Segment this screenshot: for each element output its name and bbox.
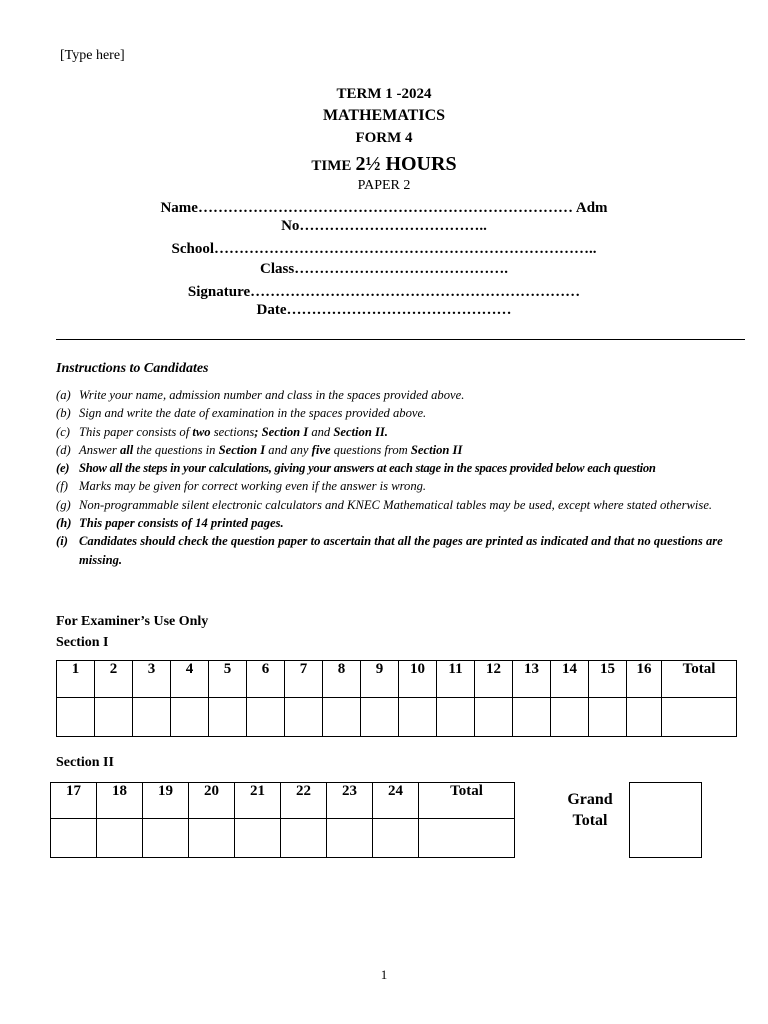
exam-time — [0, 153, 768, 176]
section-1-col-header: 4 — [171, 661, 209, 698]
score-cell[interactable] — [235, 819, 281, 858]
exam-paper: PAPER 2 — [357, 178, 411, 193]
section-1-col-header: 11 — [437, 661, 475, 698]
section-2-col-header: 19 — [143, 783, 189, 819]
section-1-col-header: 9 — [361, 661, 399, 698]
section-2-col-header: 21 — [235, 783, 281, 819]
class-field[interactable]: Class……………………………………. — [260, 261, 508, 277]
instruction-item: (h) This paper consists of 14 printed pages. — [56, 516, 284, 531]
name-adm-field[interactable]: Name………………………………………………………………… Adm — [160, 200, 608, 216]
section-1-col-header: 3 — [133, 661, 171, 698]
section-1-col-header: 6 — [247, 661, 285, 698]
adm-no-field[interactable]: No……………………………….. — [281, 218, 487, 234]
score-cell[interactable] — [95, 698, 133, 737]
time-value: 2½ HOURS — [355, 153, 457, 175]
instructions-heading: Instructions to Candidates — [56, 361, 209, 376]
score-cell[interactable] — [57, 698, 95, 737]
score-cell[interactable] — [513, 698, 551, 737]
score-cell[interactable] — [285, 698, 323, 737]
school-field[interactable]: School………………………………………………………………….. — [171, 241, 597, 257]
section-1-col-header: 10 — [399, 661, 437, 698]
section-2-score-row — [51, 819, 515, 858]
score-cell[interactable] — [143, 819, 189, 858]
instruction-item: (g) Non-programmable silent electronic calculators and KNEC Mathematical tables may be used, except where stated otherwise. — [56, 497, 713, 512]
score-cell[interactable] — [589, 698, 627, 737]
total-cell[interactable] — [662, 698, 737, 737]
section-1-col-header: 8 — [323, 661, 361, 698]
instruction-item: (f) Marks may be given for correct working even if the answer is wrong. — [56, 479, 427, 494]
examiner-heading: For Examiner’s Use Only — [56, 614, 209, 629]
score-cell[interactable] — [437, 698, 475, 737]
score-cell[interactable] — [51, 819, 97, 858]
type-here-placeholder[interactable]: [Type here] — [60, 48, 125, 63]
score-cell[interactable] — [97, 819, 143, 858]
signature-field[interactable]: Signature………………………………………………………… — [187, 284, 581, 300]
instruction-item: (c) This paper consists of two sections; Section I and Section II. — [56, 424, 388, 439]
score-cell[interactable] — [399, 698, 437, 737]
score-cell[interactable] — [171, 698, 209, 737]
section-1-score-row — [57, 698, 737, 737]
score-cell[interactable] — [133, 698, 171, 737]
section-2-col-header: Total — [419, 783, 515, 819]
instructions-list — [56, 386, 756, 569]
instruction-item: (d) Answer all the questions in Section I and any five questions from Section II — [56, 442, 463, 457]
section-2-col-header: 18 — [97, 783, 143, 819]
section-2-col-header: 20 — [189, 783, 235, 819]
section-2-header-row — [51, 783, 515, 819]
score-cell[interactable] — [281, 819, 327, 858]
section-1-header-row — [57, 661, 737, 698]
date-field[interactable]: Date……………………………………… — [256, 302, 512, 318]
time-label: TIME — [311, 158, 352, 174]
section-2-col-header: 24 — [373, 783, 419, 819]
grand-total-box[interactable] — [629, 782, 702, 858]
section-1-col-header: 1 — [57, 661, 95, 698]
score-cell[interactable] — [189, 819, 235, 858]
section-1-label: Section I — [56, 635, 109, 650]
exam-term: TERM 1 -2024 — [336, 86, 432, 102]
section-1-col-header: 5 — [209, 661, 247, 698]
section-2-marks-table — [50, 782, 515, 858]
page-number: 1 — [380, 967, 388, 982]
section-1-col-header: 13 — [513, 661, 551, 698]
section-2-col-header: 23 — [327, 783, 373, 819]
score-cell[interactable] — [551, 698, 589, 737]
section-2-label: Section II — [56, 755, 114, 770]
score-cell[interactable] — [323, 698, 361, 737]
section-1-col-header: Total — [662, 661, 737, 698]
score-cell[interactable] — [247, 698, 285, 737]
score-cell[interactable] — [361, 698, 399, 737]
instruction-item: (a) Write your name, admission number and class in the spaces provided above. — [56, 388, 465, 402]
section-2-col-header: 17 — [51, 783, 97, 819]
instruction-item: (e) Show all the steps in your calculations, giving your answers at each stage in the spaces provided below each question — [56, 461, 656, 476]
instruction-item: (i) Candidates should check the question paper to ascertain that all the pages are printed as indicated and that no questions are missing. — [56, 534, 723, 567]
score-cell[interactable] — [209, 698, 247, 737]
score-cell[interactable] — [373, 819, 419, 858]
score-cell[interactable] — [627, 698, 662, 737]
score-cell[interactable] — [327, 819, 373, 858]
exam-form: FORM 4 — [355, 130, 413, 146]
section-1-col-header: 7 — [285, 661, 323, 698]
exam-subject: MATHEMATICS — [322, 107, 446, 124]
instruction-item: (b) Sign and write the date of examination in the spaces provided above. — [56, 406, 427, 421]
section-1-col-header: 16 — [627, 661, 662, 698]
section-1-col-header: 12 — [475, 661, 513, 698]
section-2-col-header: 22 — [281, 783, 327, 819]
section-1-col-header: 14 — [551, 661, 589, 698]
horizontal-divider — [56, 339, 745, 340]
grand-total-label: Grand Total — [567, 791, 613, 829]
score-cell[interactable] — [475, 698, 513, 737]
section-1-col-header: 15 — [589, 661, 627, 698]
section-1-col-header: 2 — [95, 661, 133, 698]
total-cell[interactable] — [419, 819, 515, 858]
section-1-marks-table — [56, 660, 737, 737]
